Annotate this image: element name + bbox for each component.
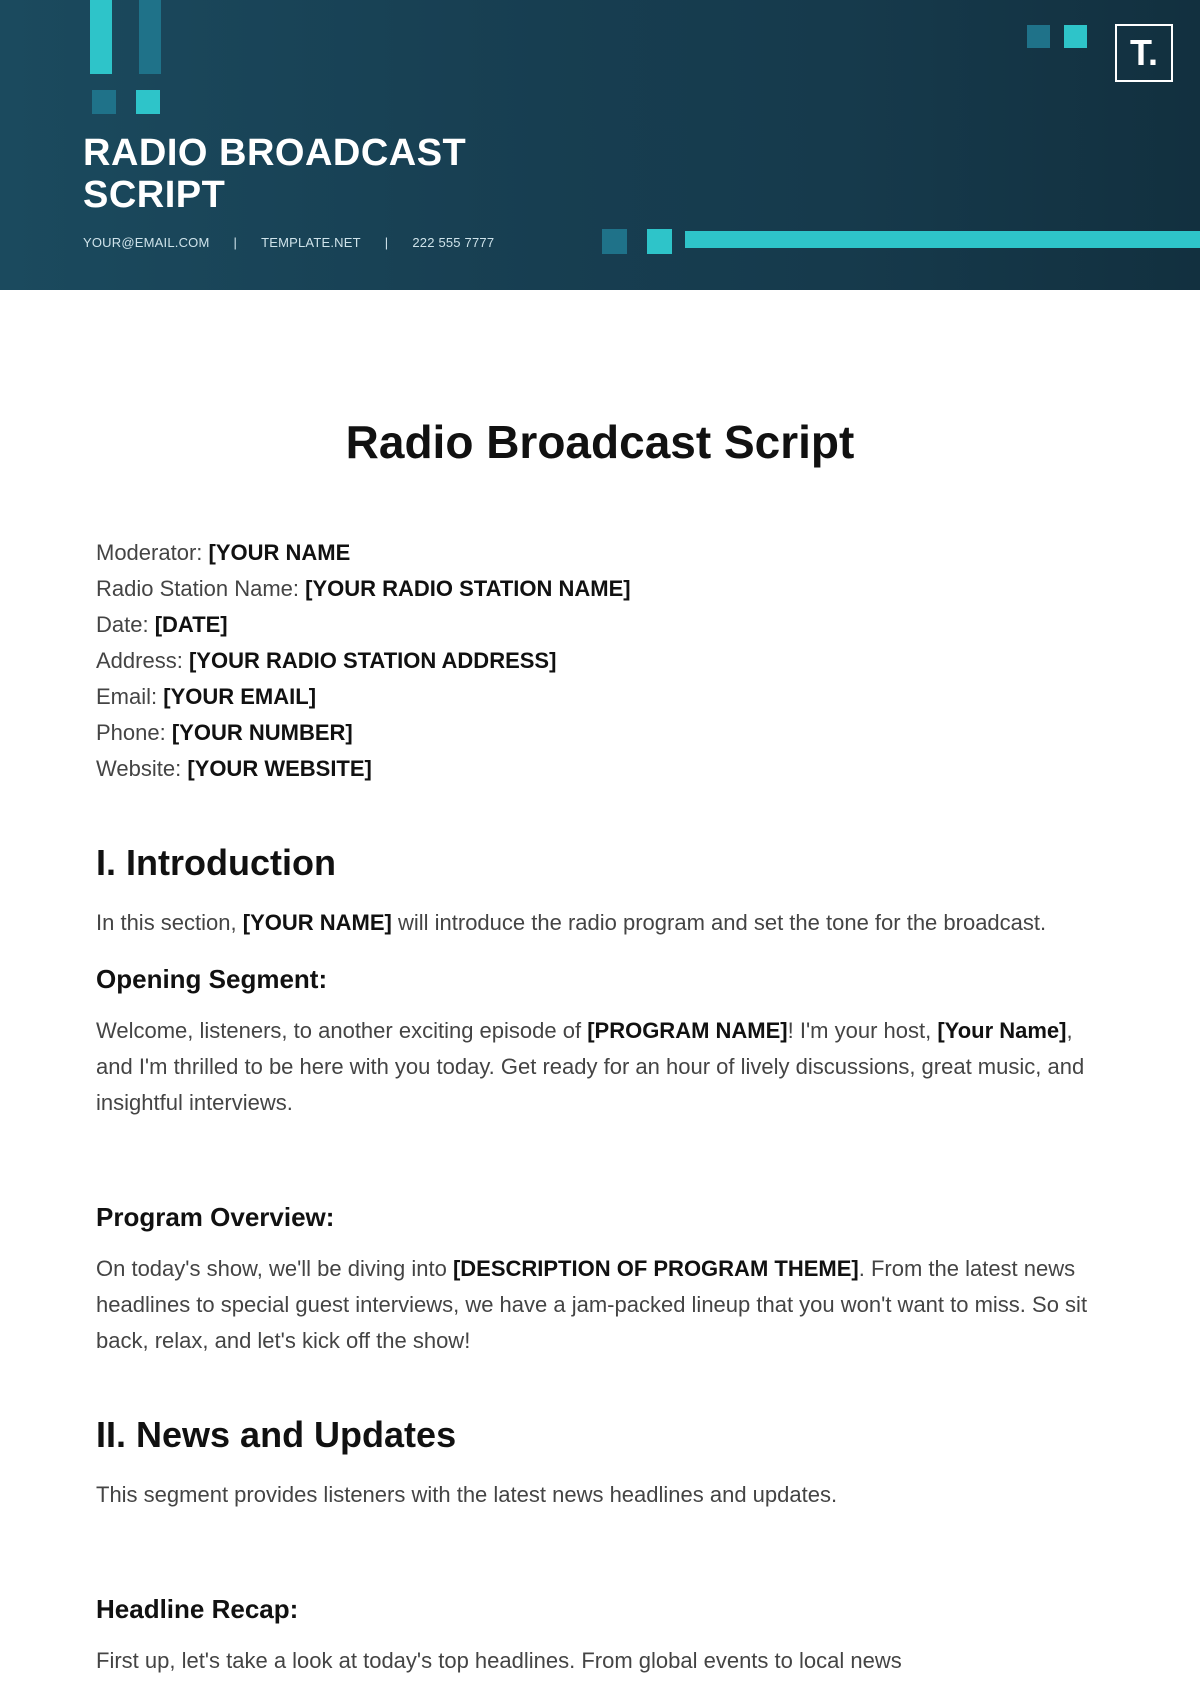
decor-square-2 — [136, 90, 160, 114]
introduction-paragraph: In this section, [YOUR NAME] will introduce the radio program and set the tone for the broadcast. — [96, 910, 1047, 935]
subheading-program-overview: Program Overview: — [96, 1202, 335, 1232]
info-label: Moderator: — [96, 540, 203, 565]
info-value: [DATE] — [154, 612, 228, 637]
info-label: Address: — [96, 648, 183, 673]
decor-square-5 — [602, 229, 627, 254]
info-label: Radio Station Name: — [96, 576, 299, 601]
contact-separator: | — [233, 234, 238, 250]
contact-email: YOUR@EMAIL.COM — [83, 234, 210, 250]
info-value: [YOUR NAME — [208, 540, 351, 565]
info-moderator — [96, 535, 1106, 571]
decor-bar-1 — [90, 0, 112, 74]
contact-separator: | — [384, 234, 389, 250]
decor-square-6 — [647, 229, 672, 254]
info-value: [YOUR NUMBER] — [171, 720, 353, 745]
subheading-opening-segment: Opening Segment: — [96, 964, 328, 994]
info-label: Website: — [96, 756, 182, 781]
contact-row — [83, 232, 494, 252]
decor-square-4 — [1064, 25, 1087, 48]
decor-bar-2 — [139, 0, 161, 74]
info-value: [YOUR WEBSITE] — [187, 756, 372, 781]
header-banner — [0, 0, 1200, 290]
decor-square-3 — [1027, 25, 1050, 48]
info-block — [96, 535, 1106, 787]
info-address — [96, 643, 1106, 679]
document-body — [96, 535, 1106, 1697]
info-value: [YOUR EMAIL] — [163, 684, 317, 709]
page-title: Radio Broadcast Script — [345, 416, 855, 468]
info-phone — [96, 715, 1106, 751]
decor-square-1 — [92, 90, 116, 114]
section-heading-introduction: I. Introduction — [96, 842, 336, 883]
info-label: Email: — [96, 684, 158, 709]
info-email — [96, 679, 1106, 715]
contact-website: TEMPLATE.NET — [261, 234, 361, 250]
subheading-headline-recap: Headline Recap: — [96, 1594, 299, 1624]
overview-paragraph: On today's show, we'll be diving into [DESCRIPTION OF PROGRAM THEME]. From the latest news headlines to special guest interviews, we have a jam-packed lineup that you won't want to miss. So sit back, relax, and let's kick off the show! — [96, 1256, 1088, 1353]
info-label: Phone: — [96, 720, 166, 745]
contact-phone: 222 555 7777 — [412, 234, 495, 250]
decor-accent-line — [685, 231, 1200, 248]
news-intro-paragraph: This segment provides listeners with the latest news headlines and updates. — [96, 1482, 838, 1507]
brand-title: RADIO BROADCAST SCRIPT — [83, 132, 467, 216]
info-station — [96, 571, 1106, 607]
template-logo-icon: T. — [1115, 24, 1173, 82]
info-website — [96, 751, 1106, 787]
info-value: [YOUR RADIO STATION ADDRESS] — [188, 648, 557, 673]
info-value: [YOUR RADIO STATION NAME] — [305, 576, 631, 601]
info-label: Date: — [96, 612, 149, 637]
opening-paragraph: Welcome, listeners, to another exciting episode of [PROGRAM NAME]! I'm your host, [Your Name], and I'm thrilled to be here with you today. Get ready for an hour of lively discussions, great music, and insightful interviews. — [96, 1018, 1085, 1115]
headline-recap-paragraph: First up, let's take a look at today's top headlines. From global events to local news — [96, 1648, 902, 1673]
info-date — [96, 607, 1106, 643]
section-heading-news: II. News and Updates — [96, 1414, 457, 1455]
